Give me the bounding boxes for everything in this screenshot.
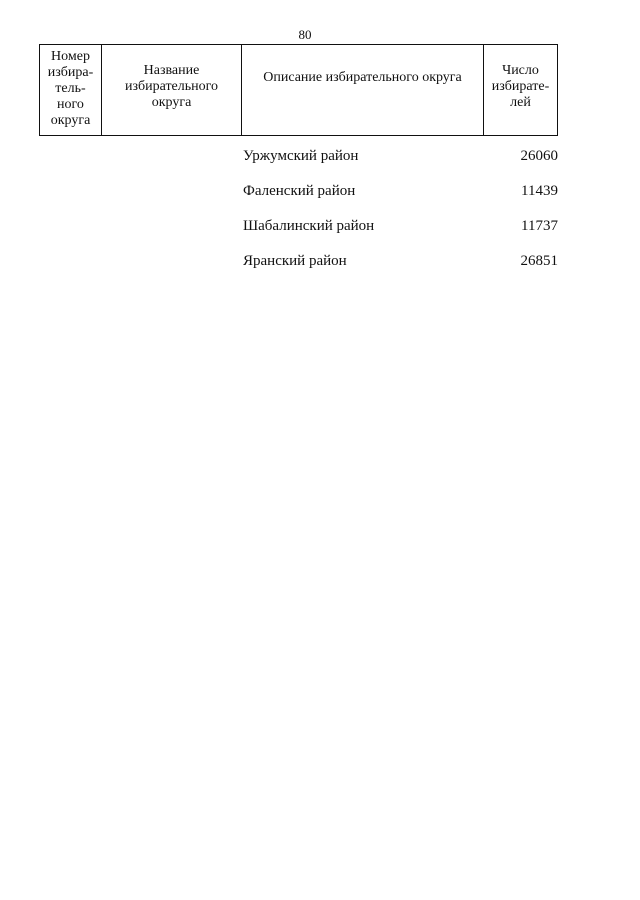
- district-description: Фаленский район: [243, 183, 356, 199]
- voter-count: 26851: [520, 253, 558, 269]
- table-row: [243, 253, 558, 288]
- voter-count: 26060: [520, 148, 558, 164]
- page-number: 80: [298, 27, 312, 42]
- table-row: [243, 148, 558, 183]
- table-body: [243, 148, 558, 288]
- district-description: Яранский район: [243, 253, 347, 269]
- district-description: Уржумский район: [243, 148, 359, 164]
- voter-count: 11439: [521, 183, 558, 199]
- header-voter-count: Число избирате- лей: [491, 63, 550, 110]
- header-district-name: Название избирательного округа: [102, 45, 242, 135]
- table-header: [39, 44, 558, 136]
- header-district-description: Описание избирательного округа: [242, 45, 484, 135]
- table-row: [243, 218, 558, 253]
- district-description: Шабалинский район: [243, 218, 375, 234]
- header-district-number: Номер избира- тель- ного округа: [40, 45, 102, 135]
- voter-count: 11737: [521, 218, 558, 234]
- table-row: [243, 183, 558, 218]
